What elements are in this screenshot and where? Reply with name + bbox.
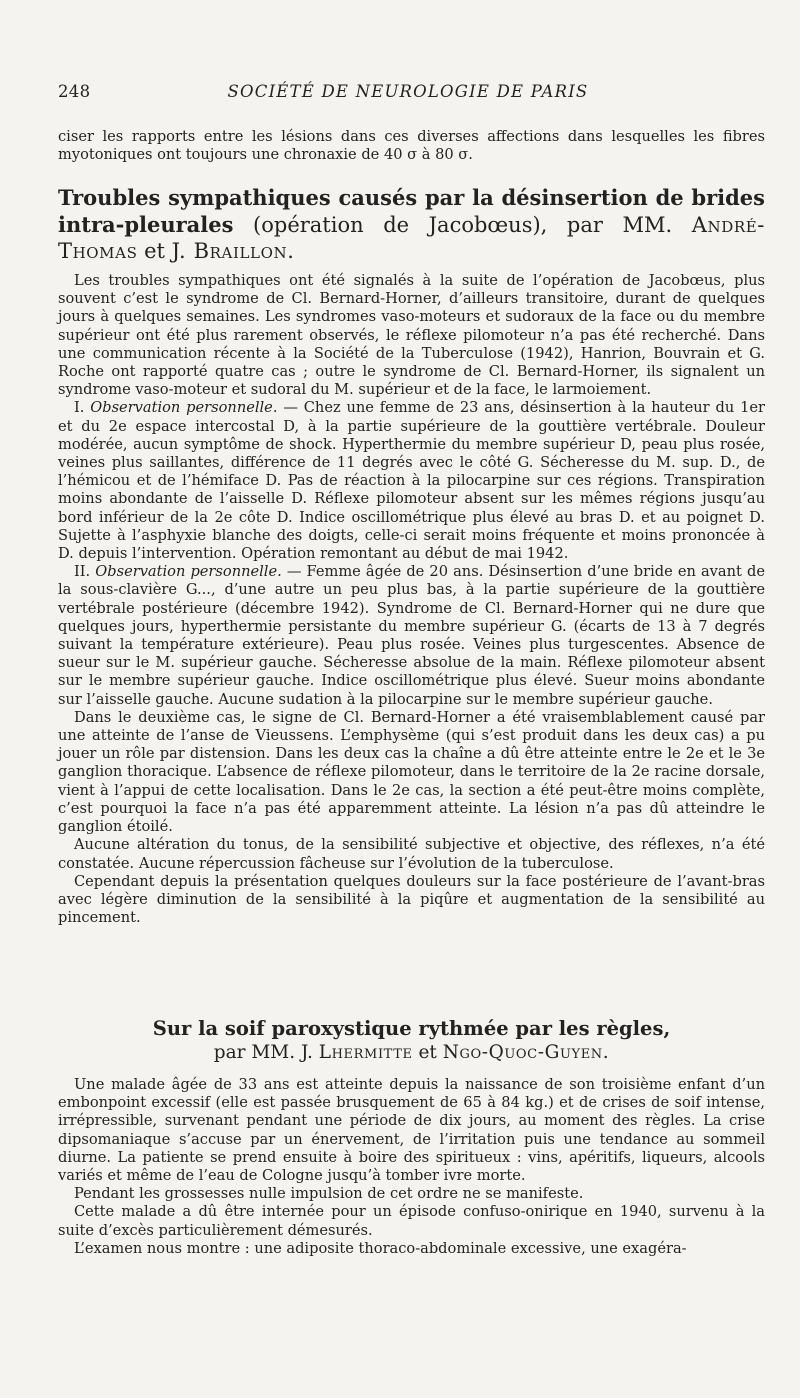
article-1-title: [58, 185, 765, 265]
observation-1-label: Observation personnelle.: [90, 399, 278, 417]
continuation-text: [58, 128, 765, 164]
article-1-and: et: [137, 239, 172, 263]
article-1-author-2: J. Braillon.: [171, 239, 295, 263]
article-2-title: Sur la soif paroxystique rythmée par les règles,: [152, 1017, 671, 1040]
article-1-intro: Les troubles sympathiques ont été signalés à la suite de l’opération de Jacobœus, plus souvent c’est le syndrome de Cl. Bernard-Horner, d’ailleurs transitoire, durant de quelques jours à quelques semaines. Les syndromes vaso-moteurs et sudoraux de la face ou du membre supérieur ont été plus rarement observés, le réflexe pilomoteur n’a pas été recherché. Dans une communication récente à la Société de la Tuberculose (1942), Hanrion, Bouvrain et G. Roche ont rapporté quatre cas ; outre le syndrome de Cl. Bernard-Horner, ils signalent un syndrome vaso-moteur et sudoral du M. supérieur et de la face, le larmoiement.: [58, 272, 765, 399]
continuation-paragraph: ciser les rapports entre les lésions dans ces diverses affections dans lesquelles les fibres myotoniques ont toujours une chronaxie de 40 σ à 80 σ.: [58, 128, 765, 164]
article-2-body: [58, 1076, 765, 1258]
page-number: 248: [58, 82, 91, 101]
article-2-author-2: Ngo-Quoc-Guyen.: [442, 1042, 610, 1063]
observation-1: [58, 399, 765, 563]
article-1-tonus: Aucune altération du tonus, de la sensibilité subjective et objective, des réflexes, n’a été constatée. Aucune répercussion fâcheuse sur l’évolution de la tuberculose.: [58, 836, 765, 872]
article-2-and: et: [412, 1042, 443, 1063]
observation-2: [58, 563, 765, 709]
running-header: [58, 82, 758, 106]
observation-2-number: II.: [74, 563, 96, 581]
observation-1-number: I.: [74, 399, 91, 417]
article-2-authors-prefix: par MM. J.: [213, 1042, 319, 1063]
article-2-paragraph-2: Pendant les grossesses nulle impulsion de cet ordre ne se manifeste.: [74, 1185, 584, 1203]
observation-1-text: — Chez une femme de 23 ans, désinsertion à la hauteur du 1er et du 2e espace intercostal D, à la partie supérieure de la gouttière vertébrale. Douleur modérée, aucun symptôme de shock. Hyperthermie du membre supérieur D, peau plus rosée, veines plus saillantes, différence de 11 degrés avec le côté G. Sécheresse du M. sup. D., de l’hémicou et de l’hémiface D. Pas de réaction à la pilocarpine sur ces régions. Transpiration moins abondante de l’aisselle D. Réflexe pilomoteur absent sur les mêmes régions jusqu’au bord inférieur de la 2e côte D. Indice oscillométrique plus élevé au bras D. et au poignet D. Sujette à l’asphyxie blanche des doigts, celle-ci serait moins fréquente et moins prononcée à D. depuis l’intervention. Opération remontant au début de mai 1942.: [58, 399, 765, 563]
article-1-author-1: André-Thomas: [58, 212, 765, 263]
article-2-authors: [58, 1041, 765, 1065]
article-1-sensibility: Cependant depuis la présentation quelques douleurs sur la face postérieure de l’avant-bras avec légère diminution de la sensibilité à la piqûre et augmentation de la sensibilité au pincement.: [58, 872, 765, 927]
article-2-paragraph-3: Cette malade a dû être internée pour un épisode confuso-onirique en 1940, survenu à la suite d’excès particulièrement démesurés.: [58, 1203, 765, 1239]
article-1-title-main: Troubles sympathiques causés par la désinsertion de brides intra-pleurales: [58, 185, 765, 237]
article-1-discussion: Dans le deuxième cas, le signe de Cl. Bernard-Horner a été vraisemblablement causé par une atteinte de l’anse de Vieussens. L’emphysème (qui s’est produit dans les deux cas) a pu jouer un rôle par distension. Dans les deux cas la chaîne a dû être atteinte entre le 2e et le 3e ganglion thoracique. L’absence de réflexe pilomoteur, dans le territoire de la 2e racine dorsale, vient à l’appui de cette localisation. Dans le 2e cas, la section a été peut-être moins complète, c’est pourquoi la face n’a pas été apparemment atteinte. La lésion n’a pas dû atteindre le ganglion étoilé.: [58, 708, 765, 836]
article-2-heading: [58, 1016, 765, 1065]
article-2-paragraph-4: L’examen nous montre : une adiposite thoraco-abdominale excessive, une exagéra-: [74, 1239, 687, 1257]
article-1: [58, 185, 765, 265]
journal-title: SOCIÉTÉ DE NEUROLOGIE DE PARIS: [227, 82, 589, 101]
article-1-body: [58, 272, 765, 927]
article-1-title-paren: (opération de Jacobœus), par MM.: [233, 212, 692, 237]
observation-2-text: — Femme âgée de 20 ans. Désinsertion d’une bride en avant de la sous-clavière G..., d’une autre un peu plus bas, à la partie supérieure de la gouttière vertébrale postérieure (décembre 1942). Syndrome de Cl. Bernard-Horner qui ne dure que quelques jours, hyperthermie persistante du membre supérieur G. (écarts de 13 à 7 degrés suivant la température extérieure). Peau plus rosée. Veines plus turgescentes. Absence de sueur sur le M. supérieur gauche. Sécheresse absolue de la main. Réflexe pilomoteur absent sur le membre supérieur gauche. Indice oscillométrique plus élevé. Sueur moins abondante sur l’aisselle gauche. Aucune sudation à la pilocarpine sur le membre supérieur gauche.: [58, 563, 765, 708]
observation-2-label: Observation personnelle.: [95, 563, 282, 581]
article-2-paragraph-1: Une malade âgée de 33 ans est atteinte depuis la naissance de son troisième enfant d’un embonpoint excessif (elle est passée brusquement de 65 à 84 kg.) et de crises de soif intense, irrépressible, survenant pendant une période de dix jours, au moment des règles. La crise dipsomaniaque s’accuse par un énervement, de l’irritation puis une tendance au sommeil diurne. La patiente se prend ensuite à boire des spiritueux : vins, apéritifs, liqueurs, alcools variés et même de l’eau de Cologne jusqu’à tomber ivre morte.: [58, 1076, 765, 1185]
article-2-author-1: Lhermitte: [318, 1042, 413, 1063]
